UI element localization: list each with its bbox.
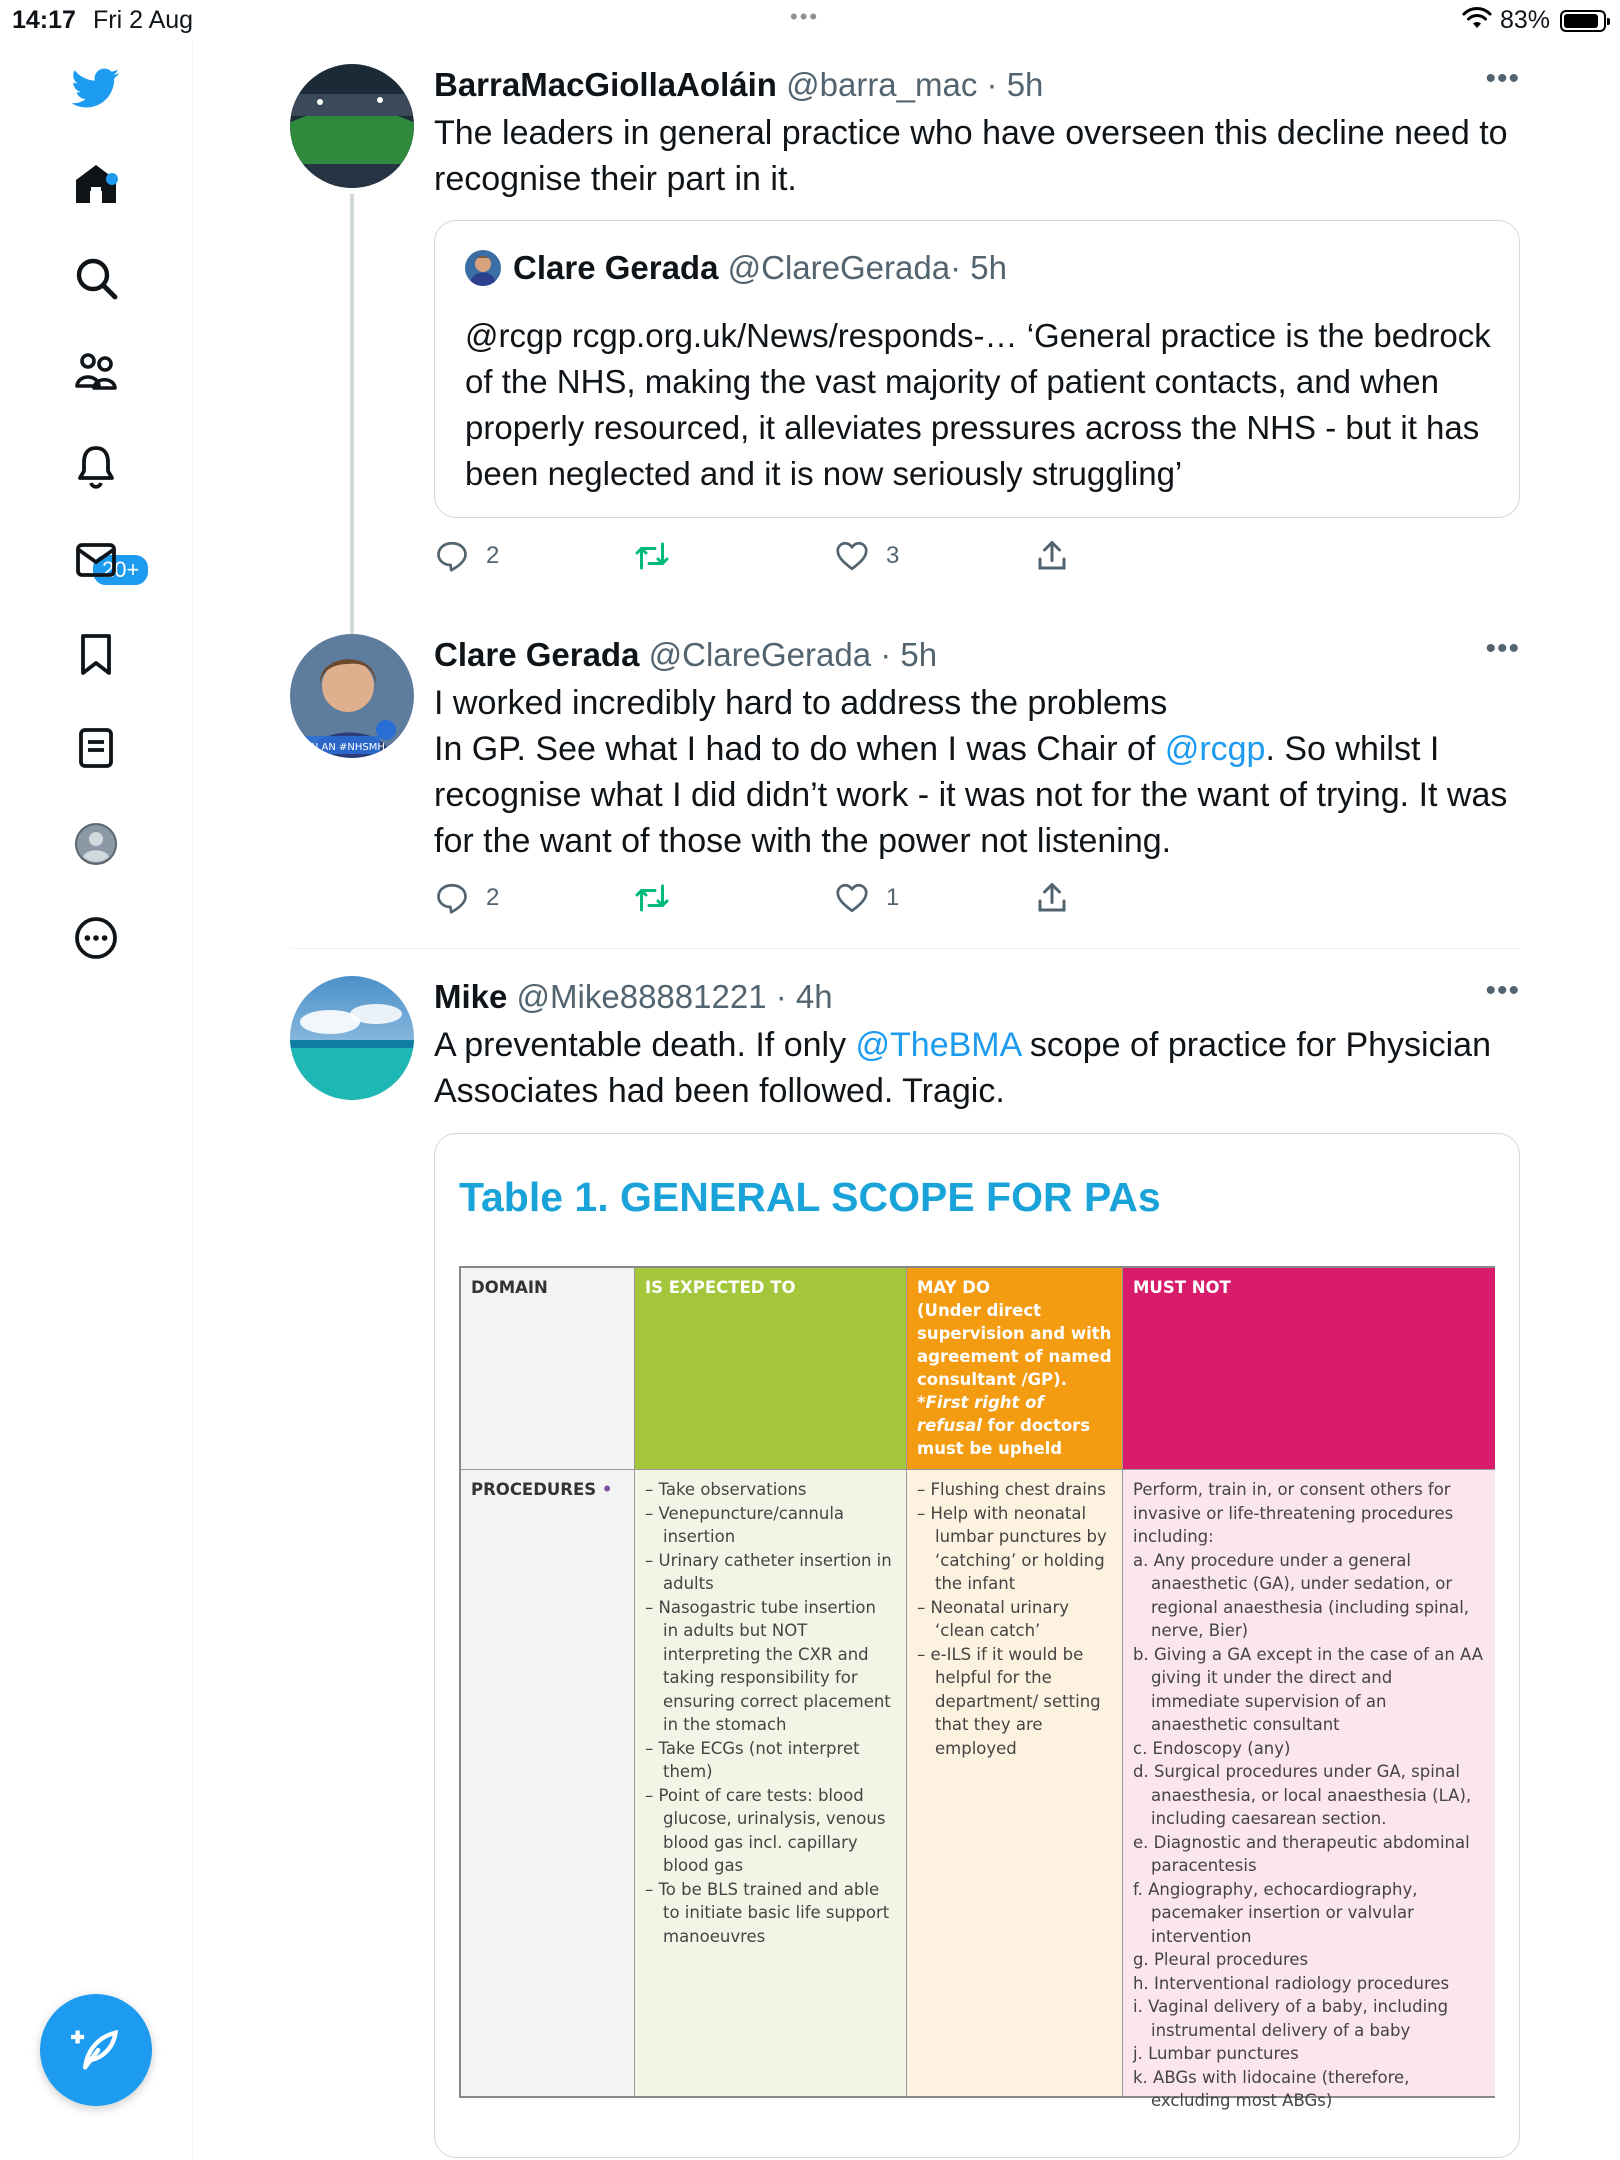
table-list-item: – Point of care tests: blood glucose, urinalysis, venous blood gas incl. capillary blood gas <box>645 1784 896 1878</box>
row-label: PROCEDURES <box>471 1480 597 1499</box>
avatar[interactable] <box>290 976 414 1100</box>
reply-count: 2 <box>486 542 500 569</box>
header-may-do-sub: (Under direct supervision and with agreement of named consultant /GP). <box>917 1301 1112 1389</box>
header-may-do-note: *First right of refusal <box>917 1393 1044 1435</box>
battery-icon <box>1560 10 1606 32</box>
must-not-intro: Perform, train in, or consent others for invasive or life-threatening procedures including: <box>1133 1480 1454 1546</box>
share-button[interactable] <box>1034 880 1086 916</box>
more-button[interactable]: ••• <box>1485 632 1520 665</box>
status-bar <box>0 0 1620 40</box>
avatar[interactable] <box>290 634 414 758</box>
quoted-author-name: Clare Gerada <box>513 249 719 286</box>
table-list-item: – Venepuncture/cannula insertion <box>645 1502 896 1549</box>
tweet[interactable] <box>290 634 1520 924</box>
table-list-item: k. ABGs with lidocaine (therefore, excluding most ABGs) <box>1133 2067 1410 2110</box>
author-name[interactable]: BarraMacGiollaAoláin <box>434 66 777 103</box>
column-expected <box>635 1268 907 2096</box>
like-button[interactable] <box>834 880 899 916</box>
tweet-actions <box>434 538 1134 578</box>
table-title: Table 1. GENERAL SCOPE FOR PAs <box>459 1174 1161 1220</box>
table-list-item: – Take ECGs (not interpret them) <box>645 1737 896 1784</box>
retweet-icon <box>634 880 670 916</box>
author-name[interactable]: Mike <box>434 978 508 1015</box>
notifications-bell-icon[interactable] <box>70 440 122 492</box>
quoted-tweet[interactable] <box>434 220 1520 518</box>
tweet-media-image[interactable] <box>434 1133 1520 2158</box>
tweet-time[interactable]: · 4h <box>775 978 833 1015</box>
reply-button[interactable] <box>434 880 499 916</box>
mention-link[interactable]: @TheBMA <box>855 1026 1021 1064</box>
battery-percent: 83% <box>1500 6 1551 34</box>
column-must-not <box>1123 1268 1495 2110</box>
table-list-item: – Flushing chest drains <box>917 1478 1112 1502</box>
avatar[interactable] <box>290 64 414 188</box>
share-button[interactable] <box>1034 538 1086 574</box>
table-list-item: – Nasogastric tube insertion in adults but NOT interpreting the CXR and taking responsibility for ensuring correct placement in the stomach <box>645 1596 896 1737</box>
heart-icon <box>834 880 870 916</box>
tweet-time[interactable]: · 5h <box>880 636 938 673</box>
heart-icon <box>834 538 870 574</box>
status-time: 14:17 <box>12 6 76 34</box>
header-may-do-title: MAY DO <box>917 1278 991 1297</box>
status-date: Fri 2 Aug <box>93 6 194 34</box>
header-may-do-note2: for doctors must be upheld <box>917 1416 1091 1458</box>
header-must-not: MUST NOT <box>1123 1268 1495 1470</box>
must-not-list <box>1133 1549 1485 2113</box>
search-icon[interactable] <box>70 252 122 304</box>
table-list-item: g. Pleural procedures <box>1133 1950 1309 1969</box>
tweet-text-part: A preventable death. If only <box>434 1026 856 1064</box>
mention-link[interactable]: @rcgp <box>1164 730 1266 768</box>
bookmarks-icon[interactable] <box>70 628 122 680</box>
reply-icon <box>434 538 470 574</box>
table-list-item: – Take observations <box>645 1478 896 1502</box>
table-list-item: h. Interventional radiology procedures <box>1133 1973 1450 1993</box>
quoted-avatar <box>465 250 501 286</box>
lists-icon[interactable] <box>70 722 122 774</box>
author-name[interactable]: Clare Gerada <box>434 636 640 673</box>
notifications-badge: 20+ <box>90 552 151 588</box>
tweet-text <box>434 680 1520 864</box>
feather-plus-icon <box>70 2024 122 2076</box>
tweet-text: The leaders in general practice who have overseen this decline need to recognise their part in it. <box>434 114 1508 198</box>
tweet-divider <box>290 948 1520 949</box>
tweet-text-part: In GP. See what I had to do when I was Chair of <box>434 730 1165 768</box>
like-button[interactable] <box>834 538 899 574</box>
tweet-time[interactable]: · 5h <box>986 66 1044 103</box>
table-list-item: – Neonatal urinary ‘clean catch’ <box>917 1596 1112 1643</box>
twitter-logo-icon[interactable] <box>70 62 122 114</box>
tweet[interactable] <box>290 976 1520 1126</box>
table-list-item: f. Angiography, echocardiography, pacemaker insertion or valvular intervention <box>1133 1879 1418 1946</box>
more-button[interactable]: ••• <box>1485 62 1520 95</box>
tweet-text <box>434 1022 1520 1114</box>
expected-list <box>645 1478 896 1948</box>
may-do-list <box>917 1478 1112 1760</box>
messages-icon[interactable] <box>70 534 122 586</box>
communities-icon[interactable] <box>70 346 122 398</box>
retweet-button[interactable] <box>634 880 686 916</box>
table-list-item: – e-ILS if it would be helpful for the department/ setting that they are employed <box>917 1643 1112 1761</box>
table-list-item: c. Endoscopy (any) <box>1133 1738 1291 1758</box>
more-options-icon[interactable] <box>70 912 122 964</box>
share-icon <box>1034 538 1070 574</box>
like-count: 3 <box>886 542 900 569</box>
table-list-item: a. Any procedure under a general anaesthetic (GA), under sedation, or regional anaesthesia (including spinal, nerve, Bier) <box>1133 1550 1470 1640</box>
header-may-do <box>907 1268 1122 1470</box>
retweet-button[interactable] <box>634 538 686 574</box>
table-list-item: – Urinary catheter insertion in adults <box>645 1549 896 1596</box>
tweet-actions <box>434 880 1134 920</box>
profile-avatar-icon[interactable] <box>70 818 122 870</box>
author-handle[interactable]: @ClareGerada <box>648 636 872 673</box>
thread-line <box>350 194 354 644</box>
retweet-icon <box>634 538 670 574</box>
quoted-author-handle: @ClareGerada <box>727 249 951 286</box>
reply-button[interactable] <box>434 538 499 574</box>
share-icon <box>1034 880 1070 916</box>
column-domain <box>461 1268 635 2096</box>
compose-tweet-button[interactable] <box>40 1994 152 2106</box>
header-expected: IS EXPECTED TO <box>635 1268 906 1470</box>
tweet-text-line: I worked incredibly hard to address the problems <box>434 684 1168 722</box>
more-button[interactable]: ••• <box>1485 974 1520 1007</box>
wifi-icon <box>1462 6 1492 30</box>
table-list-item: i. Vaginal delivery of a baby, including instrumental delivery of a baby <box>1133 1997 1449 2040</box>
tweet-text-part: . So whilst I recognise what I did didn’t work - it was not for the want of trying. It was for the want of those with the power not listening. <box>434 730 1508 860</box>
tweet[interactable] <box>290 64 1520 584</box>
header-domain: DOMAIN <box>461 1268 634 1470</box>
like-count: 1 <box>886 884 900 911</box>
column-may-do <box>907 1268 1123 2096</box>
sidebar <box>0 40 193 2160</box>
reply-icon <box>434 880 470 916</box>
reply-count: 2 <box>486 884 500 911</box>
quoted-time: · 5h <box>950 249 1007 286</box>
table-list-item: – To be BLS trained and able to initiate basic life support manoeuvres <box>645 1878 896 1949</box>
author-handle[interactable]: @barra_mac <box>786 66 978 103</box>
table-list-item: – Help with neonatal lumbar punctures by ‘catching’ or holding the infant <box>917 1502 1112 1596</box>
quoted-text: @rcgp rcgp.org.uk/News/responds-… ‘General practice is the bedrock of the NHS, making the vast majority of patient contacts, and when properly resourced, it alleviates pressures across the NHS - but it has been neglected and it is now seriously struggling’ <box>465 317 1491 492</box>
scope-table <box>459 1266 1495 2110</box>
tweet-text-part: scope of practice for Physician Associates had been followed. Tragic. <box>434 1026 1491 1110</box>
home-unread-dot <box>106 173 118 185</box>
table-list-item: e. Diagnostic and therapeutic abdominal paracentesis <box>1133 1832 1470 1875</box>
row-label-procedures <box>461 1470 634 2096</box>
row-label-dot: • <box>601 1480 613 1499</box>
multitask-dots[interactable]: ••• <box>790 4 820 29</box>
table-list-item: j. Lumbar punctures <box>1133 2044 1299 2063</box>
author-handle[interactable]: @Mike88881221 <box>516 978 767 1015</box>
table-list-item: d. Surgical procedures under GA, spinal anaesthesia, or local anaesthesia (LA), including caesarean section. <box>1133 1762 1472 1828</box>
avatar-caption: AN AN #NHSMH <box>304 742 385 753</box>
table-list-item: b. Giving a GA except in the case of an AA giving it under the direct and immediate supervision of an anaesthetic consultant <box>1133 1644 1484 1734</box>
